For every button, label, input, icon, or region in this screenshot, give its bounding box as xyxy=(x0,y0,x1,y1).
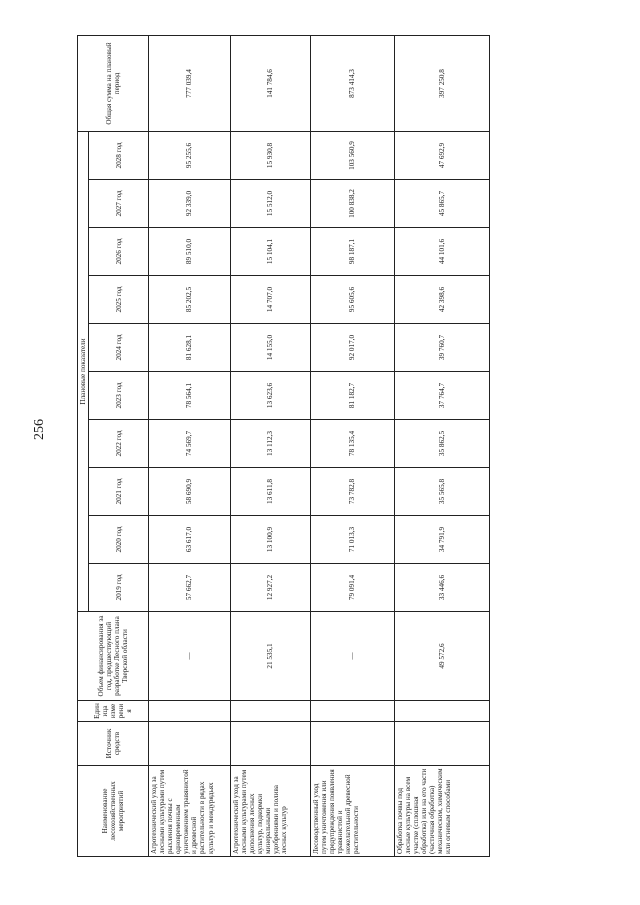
header-source: Источник средств xyxy=(78,722,149,766)
row-value: 79 091,4 xyxy=(310,564,394,612)
header-year: 2023 год xyxy=(89,372,149,420)
rotated-table-container xyxy=(77,37,490,857)
header-unit: Единица измерения xyxy=(78,701,149,722)
row-unit xyxy=(230,701,310,722)
row-volume: — xyxy=(149,612,231,701)
header-volume: Объем финансирования за год, предшествующий разработке Лесного плана Тверской области xyxy=(78,612,149,701)
header-year: 2024 год xyxy=(89,324,149,372)
row-value: 35 565,8 xyxy=(394,468,489,516)
row-value: 78 564,1 xyxy=(149,372,231,420)
row-value: 13 112,3 xyxy=(230,420,310,468)
header-year: 2021 год xyxy=(89,468,149,516)
row-unit xyxy=(394,701,489,722)
row-value: 39 760,7 xyxy=(394,324,489,372)
row-source xyxy=(394,722,489,766)
row-total: 397 250,8 xyxy=(394,36,489,132)
row-unit xyxy=(149,701,231,722)
row-value: 12 927,2 xyxy=(230,564,310,612)
row-value: 78 135,4 xyxy=(310,420,394,468)
row-value: 13 100,9 xyxy=(230,516,310,564)
row-value: 71 013,3 xyxy=(310,516,394,564)
row-volume: 49 572,6 xyxy=(394,612,489,701)
row-total: 777 039,4 xyxy=(149,36,231,132)
row-volume: — xyxy=(310,612,394,701)
row-value: 103 560,9 xyxy=(310,132,394,180)
page-number: 256 xyxy=(32,419,47,440)
row-value: 73 782,8 xyxy=(310,468,394,516)
row-name: Агротехнический уход за лесными культурами путем дополнения лесных культур, подкормки минеральными удобрениями и полива лесных культур xyxy=(230,766,310,857)
row-source xyxy=(149,722,231,766)
row-source xyxy=(310,722,394,766)
table-row xyxy=(310,36,394,857)
row-unit xyxy=(310,701,394,722)
row-value: 37 764,7 xyxy=(394,372,489,420)
row-value: 74 569,7 xyxy=(149,420,231,468)
row-value: 81 182,7 xyxy=(310,372,394,420)
row-value: 92 017,0 xyxy=(310,324,394,372)
row-value: 98 187,1 xyxy=(310,228,394,276)
table-row xyxy=(230,36,310,857)
header-year: 2028 год xyxy=(89,132,149,180)
row-name: Обработка почвы под лесные культуры на всем участке (сплошная обработка) или на его части (частичная обработка) механическим, химическим или огневым способами xyxy=(394,766,489,857)
header-planned-indicators: Плановые показатели xyxy=(78,132,89,612)
row-value: 15 930,8 xyxy=(230,132,310,180)
header-total: Общая сумма на плановый период xyxy=(78,36,149,132)
row-value: 13 611,8 xyxy=(230,468,310,516)
row-value: 44 101,6 xyxy=(394,228,489,276)
row-value: 92 339,0 xyxy=(149,180,231,228)
header-year: 2022 год xyxy=(89,420,149,468)
row-source xyxy=(230,722,310,766)
row-total: 873 414,3 xyxy=(310,36,394,132)
row-name: Агротехнический уход за лесными культурами путем рыхления почвы с одновременным уничтожением травянистой и древесной растительности в рядах культур и междурядьях xyxy=(149,766,231,857)
row-total: 141 784,6 xyxy=(230,36,310,132)
row-value: 58 690,9 xyxy=(149,468,231,516)
row-value: 15 104,1 xyxy=(230,228,310,276)
row-value: 47 692,9 xyxy=(394,132,489,180)
row-value: 13 623,6 xyxy=(230,372,310,420)
row-value: 33 446,6 xyxy=(394,564,489,612)
row-value: 14 155,0 xyxy=(230,324,310,372)
row-volume: 21 535,1 xyxy=(230,612,310,701)
row-value: 57 662,7 xyxy=(149,564,231,612)
header-year: 2026 год xyxy=(89,228,149,276)
row-value: 85 202,5 xyxy=(149,276,231,324)
header-year: 2020 год xyxy=(89,516,149,564)
row-value: 35 862,5 xyxy=(394,420,489,468)
table-row xyxy=(394,36,489,857)
row-value: 100 838,2 xyxy=(310,180,394,228)
header-name: Наименование лесохозяйственных мероприятий xyxy=(78,766,149,857)
row-value: 89 510,0 xyxy=(149,228,231,276)
row-value: 14 707,0 xyxy=(230,276,310,324)
row-value: 34 791,9 xyxy=(394,516,489,564)
row-value: 45 865,7 xyxy=(394,180,489,228)
row-value: 42 398,6 xyxy=(394,276,489,324)
row-value: 63 617,0 xyxy=(149,516,231,564)
header-year: 2025 год xyxy=(89,276,149,324)
row-name: Лесоводственный уход путем уничтожения или предупреждения появления травянистой и нежелательной древесной растительности xyxy=(310,766,394,857)
row-value: 15 512,0 xyxy=(230,180,310,228)
row-value: 95 255,6 xyxy=(149,132,231,180)
row-value: 95 605,6 xyxy=(310,276,394,324)
table-row xyxy=(149,36,231,857)
planned-indicators-table xyxy=(77,35,490,857)
header-year: 2019 год xyxy=(89,564,149,612)
header-year: 2027 год xyxy=(89,180,149,228)
row-value: 81 628,1 xyxy=(149,324,231,372)
